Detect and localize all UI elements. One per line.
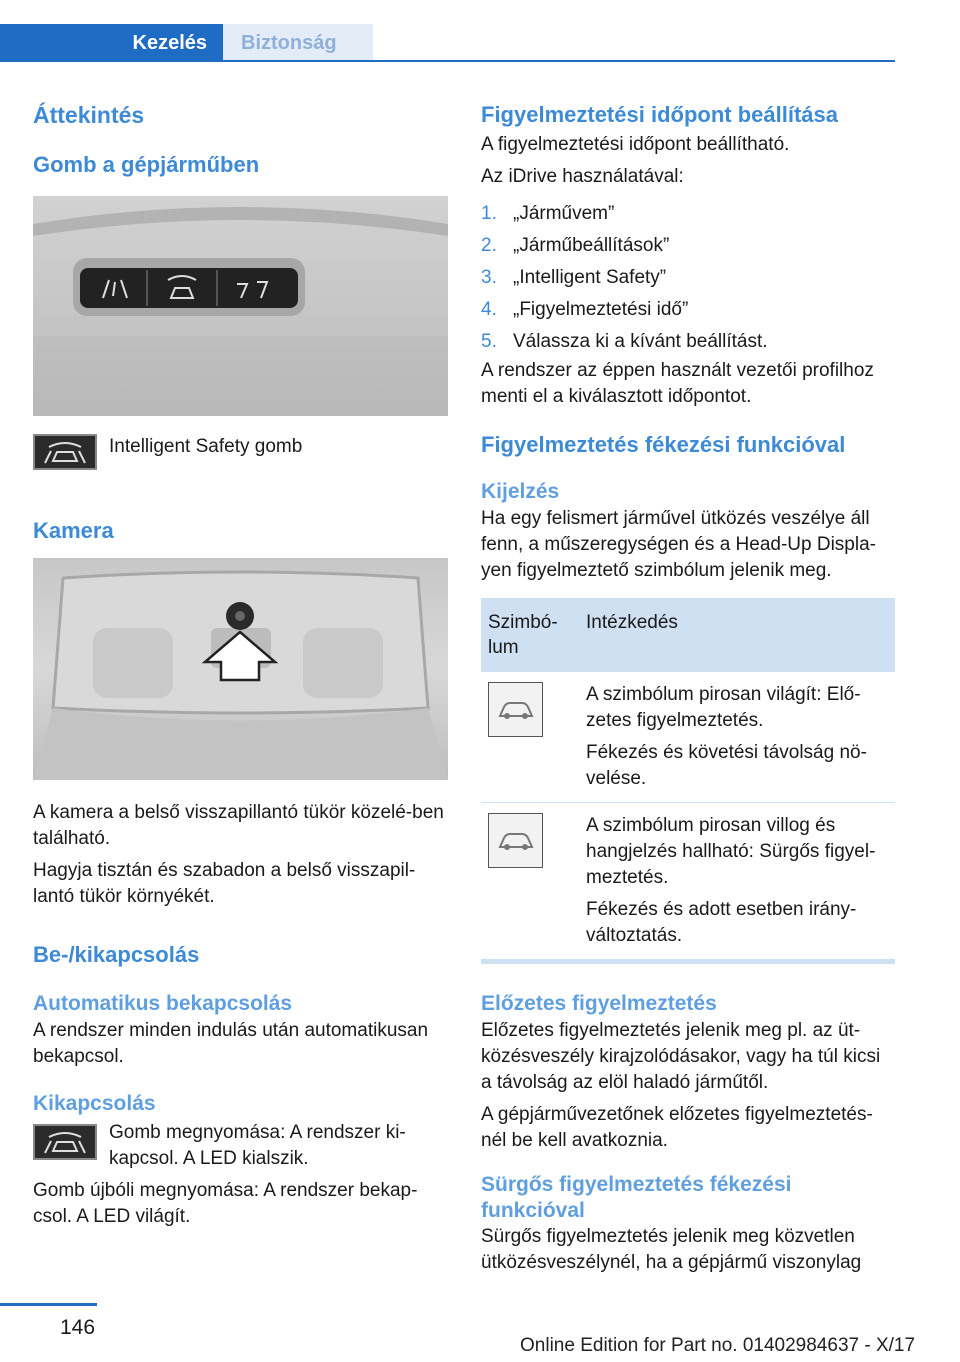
page-number-rule [0, 1303, 97, 1306]
table-header-symbol: Szimbó-lum [488, 612, 558, 658]
step-item: 3. „Intelligent Safety” [481, 267, 667, 288]
warning-car-icon [488, 682, 543, 737]
header-rule [223, 60, 895, 62]
warning-car-icon [488, 813, 543, 868]
symbol-table [481, 598, 895, 964]
camera-paragraph-2: Hagyja tisztán és szabadon a belső visszapil-lantó tükör környékét. [33, 860, 416, 907]
warning-time-paragraph-2: Az iDrive használatával: [481, 166, 684, 187]
urgent-paragraph: Sürgős figyelmeztetés jelenik meg közvetlen ütközésveszélynél, ha a gépjármű viszonylag [481, 1226, 862, 1273]
right-column [481, 98, 895, 1276]
safety-button-caption: Intelligent Safety gomb [109, 436, 303, 457]
off-paragraph-1: Gomb megnyomása: A rendszer ki-kapcsol. A LED kialszik. [109, 1122, 406, 1169]
camera-illustration [33, 558, 448, 780]
safety-button-legend [33, 434, 448, 470]
header-tabs [0, 24, 895, 62]
tab-biztonsag[interactable]: Biztonság [223, 24, 373, 62]
row2-line1: A szimbólum pirosan villog és hangjelzés hallható: Sürgős figyel-meztetés. [586, 815, 876, 888]
step-item: 1. „Járművem” [481, 203, 615, 224]
table-header-action: Intézkedés [586, 612, 678, 633]
button-panel-illustration [33, 196, 448, 416]
row1-line1: A szimbólum pirosan világít: Elő-zetes figyelmeztetés. [586, 684, 861, 731]
heading-warning-time: Figyelmeztetési időpont beállítása [481, 102, 838, 127]
idrive-steps [481, 198, 895, 358]
heading-auto-on: Automatikus bekapcsolás [33, 992, 293, 1015]
heading-button-in-car: Gomb a gépjárműben [33, 152, 260, 177]
display-paragraph: Ha egy felismert járművel ütközés veszélye áll fenn, a műszeregységen és a Head-Up Displa-yen figyelmeztető szimbólum jelenik meg. [481, 508, 876, 581]
row1-line2: Fékezés és követési távolság nö-velése. [586, 742, 867, 789]
heading-overview: Áttekintés [33, 102, 145, 128]
heading-pre-warning: Előzetes figyelmeztetés [481, 992, 717, 1015]
off-paragraph-2: Gomb újbóli megnyomása: A rendszer bekap-csol. A LED világít. [33, 1180, 418, 1227]
auto-on-paragraph: A rendszer minden indulás után automatikusan bekapcsol. [33, 1020, 429, 1067]
row2-line2: Fékezés és adott esetben irány-változtatás. [586, 899, 857, 946]
heading-display: Kijelzés [481, 480, 560, 503]
heading-onoff: Be-/kikapcsolás [33, 942, 200, 967]
pre-warning-paragraph-1: Előzetes figyelmeztetés jelenik meg pl. az üt-közésveszély kirajzolódásakor, vagy ha túl kicsi a távolság az elöl haladó járműtől. [481, 1020, 881, 1093]
warning-time-paragraph-3: A rendszer az éppen használt vezetői profilhoz menti el a kiválasztott időpontot. [481, 360, 874, 407]
table-header [481, 598, 895, 672]
step-item: 2. „Járműbeállítások” [481, 235, 670, 256]
tab-kezeles[interactable]: Kezelés [0, 24, 223, 62]
heading-urgent: Sürgős figyelmeztetés fékezési funkcióval [481, 1173, 792, 1222]
camera-photo [33, 558, 448, 780]
table-row [481, 803, 895, 959]
intelligent-safety-icon [33, 434, 97, 470]
pre-warning-paragraph-2: A gépjárművezetőnek előzetes figyelmeztetés-nél be kell avatkoznia. [481, 1104, 873, 1151]
left-column [33, 98, 448, 1230]
off-instruction [33, 1120, 448, 1172]
heading-off: Kikapcsolás [33, 1092, 156, 1115]
page-number: 146 [60, 1316, 96, 1339]
step-item: 5. Válassza ki a kívánt beállítást. [481, 331, 768, 352]
table-row [481, 672, 895, 803]
button-panel-photo [33, 196, 448, 416]
camera-paragraph-1: A kamera a belső visszapillantó tükör közelé-ben található. [33, 802, 444, 849]
edition-footer: Online Edition for Part no. 01402984637 - X/17 [520, 1335, 916, 1356]
warning-time-paragraph-1: A figyelmeztetési időpont beállítható. [481, 134, 790, 155]
intelligent-safety-icon [33, 1124, 97, 1160]
step-item: 4. „Figyelmeztetési idő” [481, 299, 689, 320]
heading-brake-warning: Figyelmeztetés fékezési funkcióval [481, 432, 846, 457]
heading-camera: Kamera [33, 518, 114, 543]
